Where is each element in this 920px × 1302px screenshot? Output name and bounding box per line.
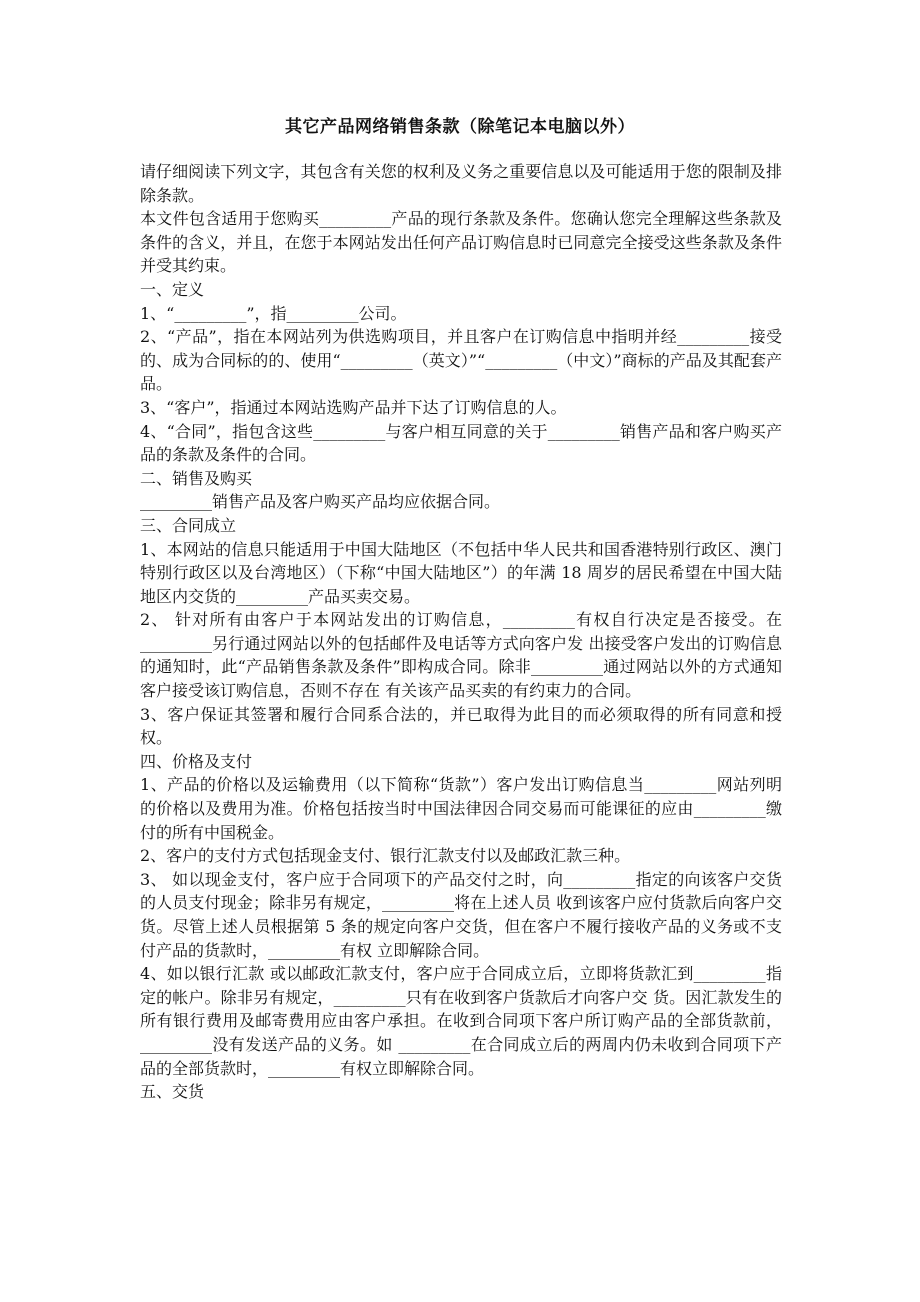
clause-paragraph: 1、产品的价格以及运输费用（以下简称“货款”）客户发出订购信息当_________网站列明的价格以及费用为准。价格包括按当时中国法律因合同交易而可能课征的应由_________缴付的所有中国税金。 — [140, 775, 782, 842]
section-heading: 四、价格及支付 — [140, 751, 253, 771]
clause-paragraph: 3、 如以现金支付，客户应于合同项下的产品交付之时，向_________指定的向该客户交货的人员支付现金；除非另有规定，_________将在上述人员 收到该客户应付货款后向客户交货。尽管上述人员根据第 5 条的规定向客户交货，但在客户不履行接收产品的义务或不支付产品的货款时，_________有权 立即解除合同。 — [140, 869, 782, 960]
intro-paragraph: 本文件包含适用于您购买_________产品的现行条款及条件。您确认您完全理解这些条款及条件的含义，并且，在您于本网站发出任何产品订购信息时已同意完全接受这些条款及条件并受其约束。 — [140, 209, 782, 276]
clause-paragraph: 2、客户的支付方式包括现金支付、银行汇款支付以及邮政汇款三种。 — [140, 846, 631, 866]
document-body — [140, 160, 782, 1104]
section-heading: 五、交货 — [140, 1082, 205, 1102]
clause-paragraph: 3、客户保证其签署和履行合同系合法的，并已取得为此目的而必须取得的所有同意和授权。 — [140, 704, 782, 748]
document-title: 其它产品网络销售条款（除笔记本电脑以外） — [285, 117, 635, 137]
clause-paragraph: 4、如以银行汇款 或以邮政汇款支付，客户应于合同成立后，立即将货款汇到_________指定的帐户。除非另有规定，_________只有在收到客户货款后才向客户交 货。因汇款发生的所有银行费用及邮寄费用应由客户承担。在收到合同项下客户所订购产品的全部货款前，_________没有发送产品的义务。如 _________在合同成立后的两周内仍未收到合同项下产品的全部货款时，_________有权立即解除合同。 — [140, 964, 782, 1078]
clause-paragraph: 1、本网站的信息只能适用于中国大陆地区（不包括中华人民共和国香港特别行政区、澳门特别行政区以及台湾地区）（下称“中国大陆地区”）的年满 18 周岁的居民希望在中国大陆地区内交货的_________产品买卖交易。 — [140, 539, 782, 606]
clause-paragraph: 3、“客户”，指通过本网站选购产品并下达了订购信息的人。 — [140, 397, 567, 417]
clause-paragraph: 4、“合同”，指包含这些_________与客户相互同意的关于_________销售产品和客户购买产品的条款及条件的合同。 — [140, 421, 782, 465]
clause-paragraph: 1、“_________”，指_________公司。 — [140, 303, 407, 323]
intro-paragraph: 请仔细阅读下列文字，其包含有关您的权利及义务之重要信息以及可能适用于您的限制及排除条款。 — [140, 162, 782, 205]
clause-paragraph: 2、 针对所有由客户于本网站发出的订购信息，_________有权自行决定是否接受。在_________另行通过网站以外的包括邮件及电话等方式向客户发 出接受客户发出的订购信息的通知时，此“产品销售条款及条件”即构成合同。除非_________通过网站以外的方式通知客户接受该订购信息，否则不存在 有关该产品买卖的有约束力的合同。 — [140, 610, 782, 701]
section-heading: 二、销售及购买 — [140, 468, 253, 488]
clause-paragraph: 2、“产品”，指在本网站列为供选购项目，并且客户在订购信息中指明并经_________接受的、成为合同标的的、使用“_________（英文）”“_________（中文）”商标的产品及其配套产品。 — [140, 327, 782, 394]
section-heading: 一、定义 — [140, 279, 205, 299]
section-heading: 三、合同成立 — [140, 515, 237, 535]
clause-paragraph: _________销售产品及客户购买产品均应依据合同。 — [140, 492, 501, 512]
